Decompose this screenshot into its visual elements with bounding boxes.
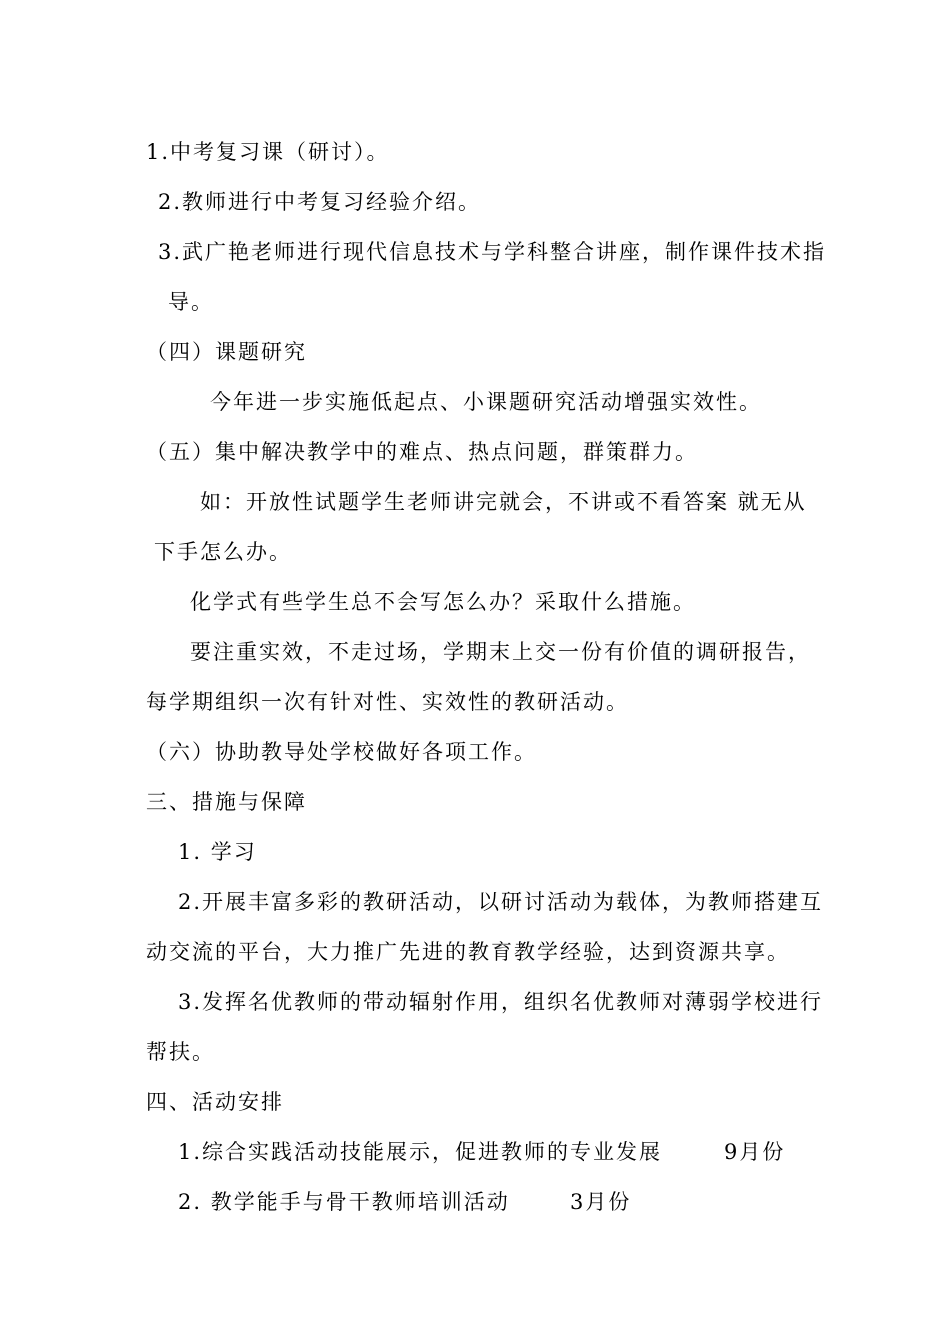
text-line: 2.开展丰富多彩的教研活动，以研讨活动为载体，为教师搭建互 [178, 890, 824, 914]
schedule-month: 3月份 [570, 1190, 632, 1214]
section-heading: （六）协助教导处学校做好各项工作。 [146, 740, 537, 764]
text-line: 下手怎么办。 [154, 540, 292, 564]
text-line: 帮扶。 [146, 1040, 215, 1064]
text-line: 导。 [168, 290, 214, 314]
text-line: 如：开放性试题学生老师讲完就会，不讲或不看答案 就无从 [200, 490, 807, 514]
section-heading: （五）集中解决教学中的难点、热点问题，群策群力。 [146, 440, 698, 464]
text-line: 化学式有些学生总不会写怎么办？采取什么措施。 [190, 590, 696, 614]
text-line: 2.教师进行中考复习经验介绍。 [158, 190, 482, 214]
text-line: 要注重实效，不走过场，学期末上交一份有价值的调研报告， [190, 640, 811, 664]
schedule-item: 1.综合实践活动技能展示，促进教师的专业发展 [178, 1140, 663, 1164]
text-line: 每学期组织一次有针对性、实效性的教研活动。 [146, 690, 629, 714]
section-heading: 四、活动安排 [146, 1090, 284, 1114]
text-line: 动交流的平台，大力推广先进的教育教学经验，达到资源共享。 [146, 940, 790, 964]
schedule-item: 2. 教学能手与骨干教师培训活动 [178, 1190, 510, 1214]
text-line: 1. 学习 [178, 840, 257, 864]
text-line: 3.发挥名优教师的带动辐射作用，组织名优教师对薄弱学校进行 [178, 990, 824, 1014]
section-heading: 三、措施与保障 [146, 790, 307, 814]
schedule-month: 9月份 [724, 1140, 786, 1164]
schedule-row [178, 1188, 510, 1216]
text-line: 3.武广艳老师进行现代信息技术与学科整合讲座，制作课件技术指 [158, 240, 827, 264]
section-heading: （四）课题研究 [146, 340, 307, 364]
text-line: 今年进一步实施低起点、小课题研究活动增强实效性。 [210, 390, 762, 414]
schedule-row [178, 1138, 662, 1166]
text-line: 1.中考复习课（研讨）。 [146, 140, 390, 164]
